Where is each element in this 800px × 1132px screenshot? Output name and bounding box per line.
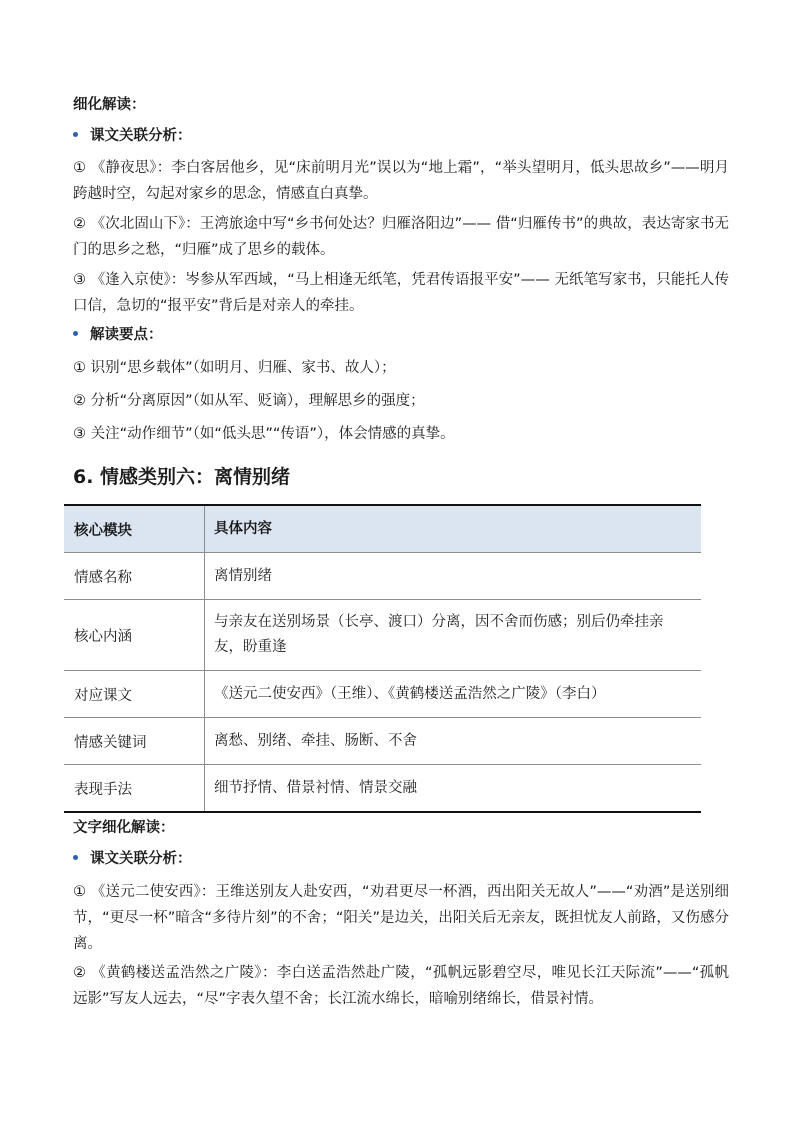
table-row — [64, 765, 701, 811]
analysis-item: ③ 《逢入京使》：岑参从军西域，“马上相逢无纸笔，凭君传语报平安”—— 无纸笔写家书，只能托人传口信，急切的“报平安”背后是对亲人的牵挂。 — [73, 272, 729, 314]
table-row — [64, 718, 701, 765]
bullet-analysis — [73, 123, 192, 149]
bullet-dot-icon — [73, 331, 78, 336]
table-cell-value: 《送元二使安西》（王维）、《黄鹤楼送孟浩然之广陵》（李白） — [214, 685, 606, 702]
table-cell-label: 对应课文 — [64, 671, 205, 717]
emotion-table — [64, 504, 701, 813]
analysis-item: ② 《次北固山下》：王湾旅途中写“乡书何处达？归雁洛阳边”—— 借“归雁传书”的典故，表达寄家书无门的思乡之愁，“归雁”成了思乡的载体。 — [73, 216, 729, 258]
key-point: ② 分析“分离原因”（如从军、贬谪），理解思乡的强度； — [73, 393, 425, 409]
table-cell-value: 细节抒情、借景衬情、情景交融 — [214, 779, 417, 796]
bullet-label: 课文关联分析： — [90, 851, 192, 867]
bullet-key-points — [73, 322, 163, 348]
bullet-analysis — [73, 846, 192, 872]
bullet-dot-icon — [73, 132, 78, 137]
table-cell-label: 情感关键词 — [64, 718, 205, 764]
key-point: ① 识别“思乡载体”（如明月、归雁、家书、故人）； — [73, 360, 396, 376]
table-cell-value: 离愁、别绪、牵挂、肠断、不舍 — [214, 732, 417, 749]
table-cell-label: 核心内涵 — [64, 600, 205, 670]
bullet-dot-icon — [73, 855, 78, 860]
table-header-cell: 具体内容 — [214, 520, 272, 537]
table-cell-value: 与亲友在送别场景（长亭、渡口）分离，因不舍而伤感；别后仍牵挂亲友，盼重逢 — [214, 614, 664, 655]
detail-heading: 细化解读： — [73, 97, 146, 113]
table-cell-label: 表现手法 — [64, 765, 205, 811]
analysis-item: ② 《黄鹤楼送孟浩然之广陵》：李白送孟浩然赴广陵，“孤帆远影碧空尽，唯见长江天际流”——“孤帆远影”写友人远去，“尽”字表久望不舍；长江流水绵长，暗喻别绪绵长，借景衬情。 — [73, 965, 729, 1007]
table-row — [64, 600, 701, 671]
table-cell-value: 离情别绪 — [214, 567, 272, 584]
analysis-item: ① 《静夜思》：李白客居他乡，见“床前明月光”误以为“地上霜”，“举头望明月，低头思故乡”——明月跨越时空，勾起对家乡的思念，情感直白真挚。 — [73, 160, 729, 202]
table-header-row — [64, 506, 701, 553]
table-row — [64, 671, 701, 718]
table-row — [64, 553, 701, 600]
bullet-label: 课文关联分析： — [90, 128, 192, 144]
analysis-item: ① 《送元二使安西》：王维送别友人赴安西，“劝君更尽一杯酒，西出阳关无故人”——“劝酒”是送别细节，“更尽一杯”暗含“多待片刻”的不舍；“阳关”是边关，出阳关后无亲友，既担忧友人前路，又伤感分离。 — [73, 884, 729, 952]
key-point: ③ 关注“动作细节”（如“低头思”“传语”），体会情感的真挚。 — [73, 426, 455, 442]
table-cell-label: 情感名称 — [64, 553, 205, 599]
table-header-cell: 核心模块 — [64, 506, 205, 552]
section-title: 6. 情感类别六：离情别绪 — [73, 466, 291, 488]
text-detail-heading: 文字细化解读： — [73, 820, 175, 836]
bullet-label: 解读要点： — [90, 327, 163, 343]
